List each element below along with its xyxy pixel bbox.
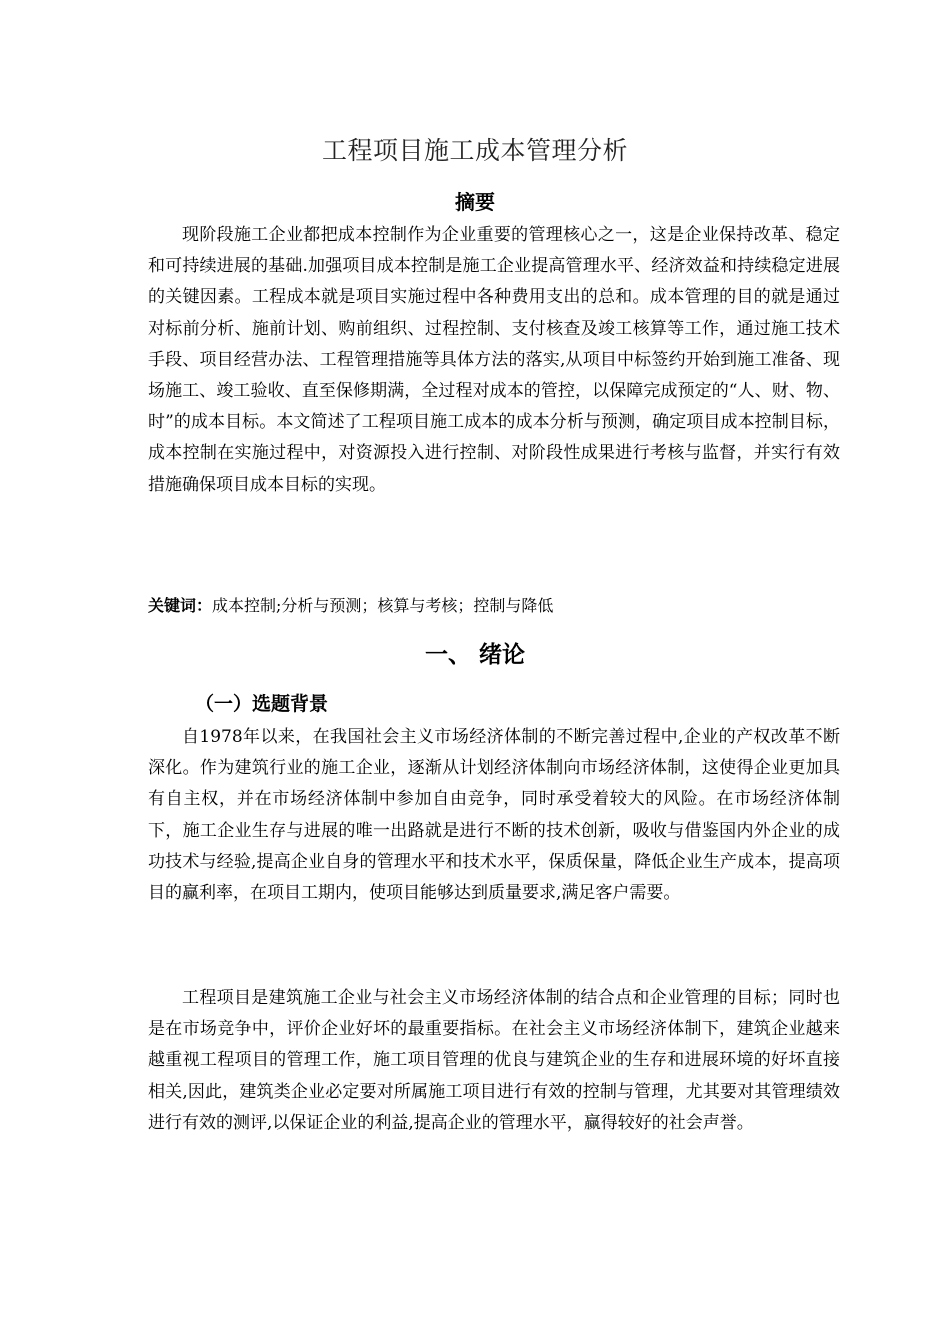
body-paragraph-1: 自1978年以来，在我国社会主义市场经济体制的不断完善过程中,企业的产权改革不断深化。作为建筑行业的施工企业，逐渐从计划经济体制向市场经济体制，这使得企业更加具有自主权，并在市场经济体制中参加自由竞争，同时承受着较大的风险。在市场经济体制下，施工企业生存与进展的唯一出路就是进行不断的技术创新，吸收与借鉴国内外企业的成功技术与经验,提高企业自身的管理水平和技术水平，保质保量，降低企业生产成本，提高项目的赢利率，在项目工期内，使项目能够达到质量要求,满足客户需要。: [148, 727, 840, 904]
keywords-line: [148, 592, 553, 620]
subsection-heading: （一）选题背景: [195, 693, 329, 715]
abstract-paragraph: 现阶段施工企业都把成本控制作为企业重要的管理核心之一，这是企业保持改革、稳定和可持续进展的基础.加强项目成本控制是施工企业提高管理水平、经济效益和持续稳定进展的关键因素。工程成本就是项目实施过程中各种费用支出的总和。成本管理的目的就是通过对标前分析、施前计划、购前组织、过程控制、支付核查及竣工核算等工作，通过施工技术手段、项目经营办法、工程管理措施等具体方法的落实,从项目中标签约开始到施工准备、现场施工、竣工验收、直至保修期满，全过程对成本的管控，以保障完成预定的“人、财、物、时”的成本目标。本文简述了工程项目施工成本的成本分析与预测，确定项目成本控制目标，成本控制在实施过程中，对资源投入进行控制、对阶段性成果进行考核与监督，并实行有效措施确保项目成本目标的实现。: [148, 225, 840, 495]
keywords-label: 关键词：: [148, 596, 213, 615]
document-title: 工程项目施工成本管理分析: [321, 136, 628, 165]
section-heading: 一、 绪论: [424, 642, 525, 668]
body-paragraph-2: 工程项目是建筑施工企业与社会主义市场经济体制的结合点和企业管理的目标；同时也是在市场竞争中，评价企业好坏的最重要指标。在社会主义市场经济体制下，建筑企业越来越重视工程项目的管理工作，施工项目管理的优良与建筑企业的生存和进展环境的好坏直接相关,因此，建筑类企业必定要对所属施工项目进行有效的控制与管理，尤其要对其管理绩效进行有效的测评,以保证企业的利益,提高企业的管理水平，赢得较好的社会声誉。: [148, 988, 840, 1133]
abstract-heading: 摘要: [455, 190, 495, 214]
keywords-text: 成本控制;分析与预测；核算与考核；控制与降低: [212, 596, 554, 615]
